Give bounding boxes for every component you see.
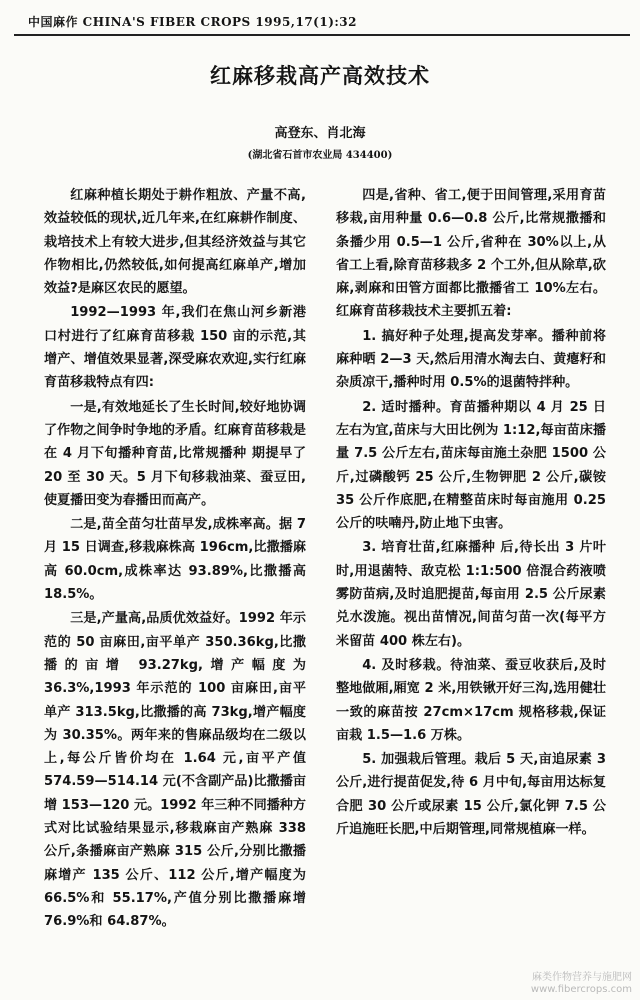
paragraph-step-1: 1. 搞好种子处理,提高发芽率。播种前将麻种晒 2—3 天,然后用清水淘去白、黄瘪籽和杂质凉干,播种时用 0.5%的退菌特拌种。 [336,328,606,391]
paragraph-demo: 1992—1993 年,我们在焦山河乡新港口村进行了红麻育苗移栽 150 亩的示范,其增产、增值效果显著,深受麻农欢迎,实行红麻育苗移栽特点有四: [44,305,306,391]
watermark-line-2: www.fibercrops.com [530,984,632,995]
paragraph-intro: 红麻种植长期处于耕作粗放、产量不高,效益较低的现状,近几年来,在红麻耕作制度、栽培技术上有较大进步,但其经济效益与其它作物相比,仍然较低,如何提高红麻单产,增加效益?是麻区农民的愿望。 [44,188,306,297]
header-rule [14,34,630,36]
paragraph-point-4: 四是,省种、省工,便于田间管理,采用育苗移栽,亩用种量 0.6—0.8 公斤,比常规撒播和条播少用 0.5—1 公斤,省种在 30%以上,从省工上看,除育苗移栽多 2 个工外,但从除草,砍麻,剥麻和田管方面都比撒播省工 10%左右。红麻育苗移栽技术主要抓五着: [336,188,606,320]
left-column [44,184,306,935]
paragraph-point-1: 一是,有效地延长了生长时间,较好地协调了作物之间争时争地的矛盾。红麻育苗移栽是在 4 月下旬播种育苗,比常规播种 期提早了 20 至 30 天。5 月下旬移栽油菜、蚕豆田,使夏播田变为春播田而高产。 [44,399,306,508]
paragraph-step-4: 4. 及时移栽。待油菜、蚕豆收获后,及时整地做厢,厢宽 2 米,用铁锹开好三沟,选用健壮一致的麻苗按 27cm×17cm 规格移栽,保证亩栽 1.5—1.6 万株。 [336,657,606,743]
paragraph-step-5: 5. 加强栽后管理。栽后 5 天,亩追尿素 3 公斤,进行提苗促发,待 6 月中旬,每亩用达标复合肥 30 公斤或尿素 15 公斤,氯化钾 7.5 公斤追施旺长肥,中后期管理,同常规植麻一样。 [336,752,606,838]
article-authors: 高登东、肖北海 [274,126,366,141]
paragraph-point-2: 二是,苗全苗匀壮苗早发,成株率高。据 7 月 15 日调查,移栽麻株高 196cm,比撒播麻高 60.0cm,成株率达 93.89%,比撒播高 18.5%。 [44,517,306,603]
right-column [336,184,606,842]
paragraph-point-3: 三是,产量高,品质优效益好。1992 年示范的 50 亩麻田,亩平单产 350.36kg,比撒播的亩增 93.27kg,增产幅度为 36.3%,1993 年示范的 100 亩麻田,亩平单产 313.5kg,比撒播的高 73kg,增产幅度为 30.35%。两年来的售麻品级均在二级以上,每公斤皆价均在 1.64 元,亩平产值 574.59—514.14 元(不含副产品)比撒播亩增 153—120 元。1992 年三种不同播种方式对比试验结果显示,移栽麻亩产熟麻 338 公斤,条播麻亩产熟麻 315 公斤,分别比撒播麻增产 135 公斤、112 公斤,增产幅度为 66.5%和 55.17%,产值分别比撒播麻增 76.9%和 64.87%。 [44,611,306,930]
watermark-line-1: 麻类作物营养与施肥网 [532,972,632,983]
paragraph-step-3: 3. 培育壮苗,红麻播种 后,待长出 3 片叶时,用退菌特、敌克松 1:1:500 倍混合药液喷雾防苗病,及时追肥提苗,每亩用 2.5 公斤尿素兑水泼施。视出苗情况,间苗匀苗一次(每平方米留苗 400 株左右)。 [336,540,606,649]
article-title: 红麻移栽高产高效技术 [210,64,430,88]
article-affiliation: (湖北省石首市农业局 434400) [247,150,393,161]
site-watermark [531,972,632,996]
paragraph-step-2: 2. 适时播种。育苗播种期以 4 月 25 日左右为宜,苗床与大田比例为 1:12,每亩苗床播量 7.5 公斤左右,苗床每亩施土杂肥 1500 公斤,过磷酸钙 25 公斤,生物钾肥 2 公斤,碳铵 35 公斤作底肥,在精整苗床时每亩施用 0.25 公斤的呋喃丹,防止地下虫害。 [336,399,606,532]
running-head: 中国麻作 CHINA'S FIBER CROPS 1995,17(1):32 [28,15,358,29]
